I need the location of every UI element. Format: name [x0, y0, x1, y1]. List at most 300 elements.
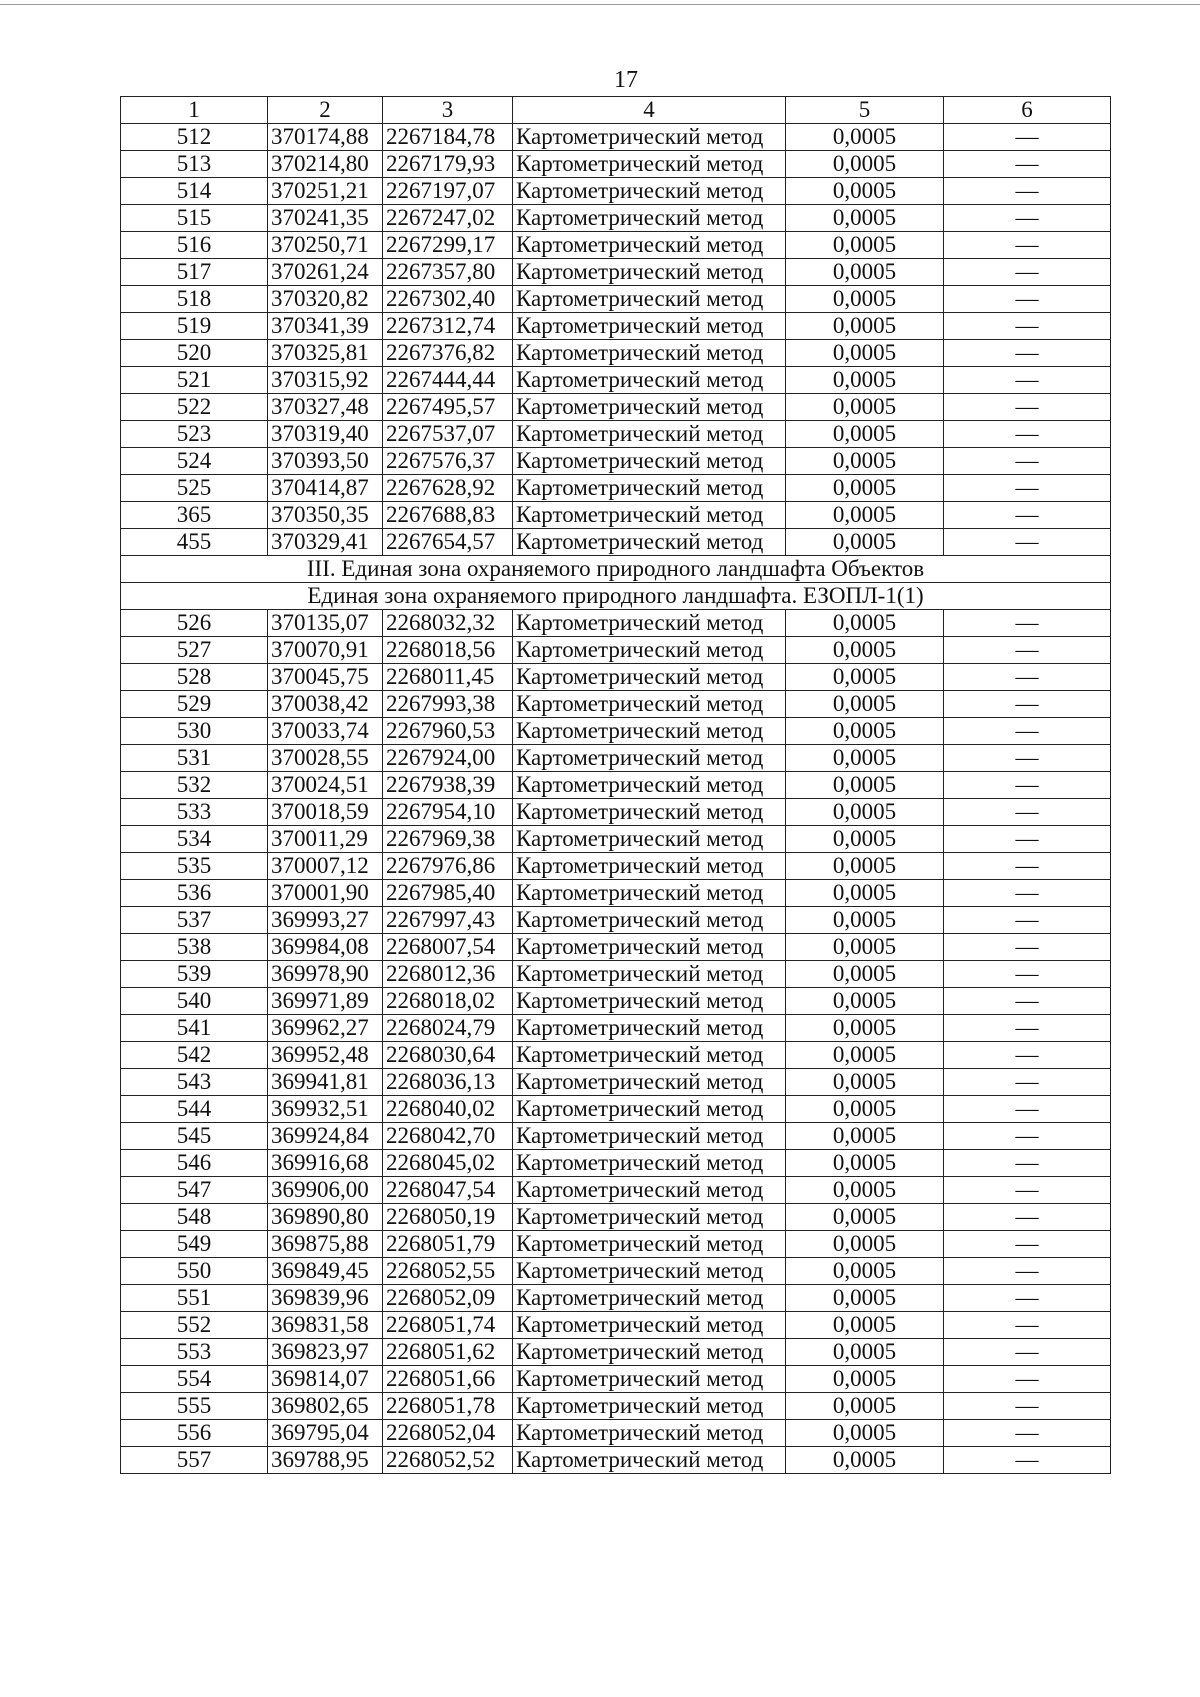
note-cell: —	[944, 1312, 1111, 1339]
precision-cell: 0,0005	[786, 961, 944, 988]
note-cell: —	[944, 1015, 1111, 1042]
point-number-cell: 365	[121, 502, 268, 529]
precision-cell: 0,0005	[786, 1123, 944, 1150]
method-cell: Картометрический метод	[513, 313, 786, 340]
point-number-cell: 518	[121, 286, 268, 313]
precision-cell: 0,0005	[786, 907, 944, 934]
y-coordinate-cell: 2268052,04	[383, 1420, 513, 1447]
section-title-row	[121, 556, 1111, 583]
table-row	[121, 718, 1111, 745]
note-cell: —	[944, 1150, 1111, 1177]
method-cell: Картометрический метод	[513, 367, 786, 394]
table-row	[121, 826, 1111, 853]
x-coordinate-cell: 370028,55	[268, 745, 383, 772]
point-number-cell: 523	[121, 421, 268, 448]
point-number-cell: 522	[121, 394, 268, 421]
point-number-cell: 524	[121, 448, 268, 475]
point-number-cell: 556	[121, 1420, 268, 1447]
y-coordinate-cell: 2267628,92	[383, 475, 513, 502]
x-coordinate-cell: 369875,88	[268, 1231, 383, 1258]
y-coordinate-cell: 2268018,02	[383, 988, 513, 1015]
point-number-cell: 553	[121, 1339, 268, 1366]
y-coordinate-cell: 2267376,82	[383, 340, 513, 367]
point-number-cell: 526	[121, 610, 268, 637]
table-row	[121, 1447, 1111, 1474]
y-coordinate-cell: 2268036,13	[383, 1069, 513, 1096]
y-coordinate-cell: 2267997,43	[383, 907, 513, 934]
method-cell: Картометрический метод	[513, 475, 786, 502]
precision-cell: 0,0005	[786, 934, 944, 961]
note-cell: —	[944, 367, 1111, 394]
note-cell: —	[944, 340, 1111, 367]
method-cell: Картометрический метод	[513, 1177, 786, 1204]
x-coordinate-cell: 369788,95	[268, 1447, 383, 1474]
y-coordinate-cell: 2268007,54	[383, 934, 513, 961]
note-cell: —	[944, 475, 1111, 502]
method-cell: Картометрический метод	[513, 529, 786, 556]
y-coordinate-cell: 2267938,39	[383, 772, 513, 799]
precision-cell: 0,0005	[786, 1042, 944, 1069]
note-cell: —	[944, 1231, 1111, 1258]
precision-cell: 0,0005	[786, 421, 944, 448]
method-cell: Картометрический метод	[513, 124, 786, 151]
table-row	[121, 124, 1111, 151]
x-coordinate-cell: 369839,96	[268, 1285, 383, 1312]
point-number-cell: 555	[121, 1393, 268, 1420]
x-coordinate-cell: 369978,90	[268, 961, 383, 988]
note-cell: —	[944, 124, 1111, 151]
note-cell: —	[944, 448, 1111, 475]
table-row	[121, 988, 1111, 1015]
note-cell: —	[944, 1123, 1111, 1150]
point-number-cell: 521	[121, 367, 268, 394]
x-coordinate-cell: 370024,51	[268, 772, 383, 799]
x-coordinate-cell: 370320,82	[268, 286, 383, 313]
method-cell: Картометрический метод	[513, 799, 786, 826]
table-row	[121, 1069, 1111, 1096]
point-number-cell: 528	[121, 664, 268, 691]
top-rule	[0, 4, 1200, 5]
note-cell: —	[944, 718, 1111, 745]
y-coordinate-cell: 2267976,86	[383, 853, 513, 880]
point-number-cell: 540	[121, 988, 268, 1015]
table-row	[121, 1042, 1111, 1069]
y-coordinate-cell: 2267299,17	[383, 232, 513, 259]
method-cell: Картометрический метод	[513, 1393, 786, 1420]
x-coordinate-cell: 370007,12	[268, 853, 383, 880]
precision-cell: 0,0005	[786, 259, 944, 286]
point-number-cell: 455	[121, 529, 268, 556]
x-coordinate-cell: 370319,40	[268, 421, 383, 448]
precision-cell: 0,0005	[786, 529, 944, 556]
x-coordinate-cell: 370018,59	[268, 799, 383, 826]
y-coordinate-cell: 2267179,93	[383, 151, 513, 178]
point-number-cell: 515	[121, 205, 268, 232]
y-coordinate-cell: 2267197,07	[383, 178, 513, 205]
x-coordinate-cell: 369971,89	[268, 988, 383, 1015]
note-cell: —	[944, 1069, 1111, 1096]
method-cell: Картометрический метод	[513, 961, 786, 988]
x-coordinate-cell: 370135,07	[268, 610, 383, 637]
y-coordinate-cell: 2268012,36	[383, 961, 513, 988]
subsection-title-row	[121, 583, 1111, 610]
precision-cell: 0,0005	[786, 475, 944, 502]
x-coordinate-cell: 370251,21	[268, 178, 383, 205]
method-cell: Картометрический метод	[513, 1042, 786, 1069]
precision-cell: 0,0005	[786, 718, 944, 745]
table-row	[121, 394, 1111, 421]
y-coordinate-cell: 2267688,83	[383, 502, 513, 529]
precision-cell: 0,0005	[786, 1150, 944, 1177]
y-coordinate-cell: 2268052,55	[383, 1258, 513, 1285]
point-number-cell: 554	[121, 1366, 268, 1393]
header-cell-5: 5	[786, 97, 944, 124]
note-cell: —	[944, 1285, 1111, 1312]
y-coordinate-cell: 2267495,57	[383, 394, 513, 421]
method-cell: Картометрический метод	[513, 259, 786, 286]
point-number-cell: 513	[121, 151, 268, 178]
method-cell: Картометрический метод	[513, 826, 786, 853]
table-row	[121, 475, 1111, 502]
table-row	[121, 1096, 1111, 1123]
table-row	[121, 691, 1111, 718]
note-cell: —	[944, 610, 1111, 637]
table-row	[121, 1312, 1111, 1339]
point-number-cell: 514	[121, 178, 268, 205]
precision-cell: 0,0005	[786, 988, 944, 1015]
table-row	[121, 907, 1111, 934]
method-cell: Картометрический метод	[513, 1312, 786, 1339]
x-coordinate-cell: 369814,07	[268, 1366, 383, 1393]
page-number: 17	[614, 67, 638, 93]
table-row	[121, 799, 1111, 826]
y-coordinate-cell: 2267954,10	[383, 799, 513, 826]
method-cell: Картометрический метод	[513, 1366, 786, 1393]
x-coordinate-cell: 370329,41	[268, 529, 383, 556]
x-coordinate-cell: 369795,04	[268, 1420, 383, 1447]
y-coordinate-cell: 2268052,09	[383, 1285, 513, 1312]
y-coordinate-cell: 2267247,02	[383, 205, 513, 232]
method-cell: Картометрический метод	[513, 340, 786, 367]
y-coordinate-cell: 2268011,45	[383, 664, 513, 691]
note-cell: —	[944, 1042, 1111, 1069]
point-number-cell: 535	[121, 853, 268, 880]
x-coordinate-cell: 370214,80	[268, 151, 383, 178]
table-row	[121, 1204, 1111, 1231]
x-coordinate-cell: 370350,35	[268, 502, 383, 529]
method-cell: Картометрический метод	[513, 772, 786, 799]
precision-cell: 0,0005	[786, 1447, 944, 1474]
y-coordinate-cell: 2268024,79	[383, 1015, 513, 1042]
table-row	[121, 745, 1111, 772]
y-coordinate-cell: 2268047,54	[383, 1177, 513, 1204]
y-coordinate-cell: 2268051,79	[383, 1231, 513, 1258]
point-number-cell: 531	[121, 745, 268, 772]
note-cell: —	[944, 1339, 1111, 1366]
method-cell: Картометрический метод	[513, 178, 786, 205]
table-row	[121, 367, 1111, 394]
precision-cell: 0,0005	[786, 826, 944, 853]
method-cell: Картометрический метод	[513, 637, 786, 664]
y-coordinate-cell: 2268040,02	[383, 1096, 513, 1123]
y-coordinate-cell: 2267312,74	[383, 313, 513, 340]
y-coordinate-cell: 2267654,57	[383, 529, 513, 556]
note-cell: —	[944, 205, 1111, 232]
header-cell-3: 3	[383, 97, 513, 124]
note-cell: —	[944, 1393, 1111, 1420]
note-cell: —	[944, 232, 1111, 259]
table-row	[121, 1177, 1111, 1204]
table-row	[121, 1123, 1111, 1150]
method-cell: Картометрический метод	[513, 394, 786, 421]
note-cell: —	[944, 1420, 1111, 1447]
point-number-cell: 541	[121, 1015, 268, 1042]
precision-cell: 0,0005	[786, 340, 944, 367]
precision-cell: 0,0005	[786, 1204, 944, 1231]
precision-cell: 0,0005	[786, 1285, 944, 1312]
subsection-title: Единая зона охраняемого природного ландшафта. ЕЗОПЛ-1(1)	[121, 583, 1111, 610]
note-cell: —	[944, 259, 1111, 286]
x-coordinate-cell: 370241,35	[268, 205, 383, 232]
method-cell: Картометрический метод	[513, 421, 786, 448]
y-coordinate-cell: 2268051,78	[383, 1393, 513, 1420]
precision-cell: 0,0005	[786, 1096, 944, 1123]
note-cell: —	[944, 637, 1111, 664]
method-cell: Картометрический метод	[513, 1447, 786, 1474]
y-coordinate-cell: 2267302,40	[383, 286, 513, 313]
point-number-cell: 550	[121, 1258, 268, 1285]
point-number-cell: 516	[121, 232, 268, 259]
x-coordinate-cell: 370033,74	[268, 718, 383, 745]
y-coordinate-cell: 2267924,00	[383, 745, 513, 772]
method-cell: Картометрический метод	[513, 448, 786, 475]
y-coordinate-cell: 2267969,38	[383, 826, 513, 853]
y-coordinate-cell: 2268045,02	[383, 1150, 513, 1177]
table-row	[121, 1285, 1111, 1312]
x-coordinate-cell: 369823,97	[268, 1339, 383, 1366]
y-coordinate-cell: 2268052,52	[383, 1447, 513, 1474]
table-row	[121, 772, 1111, 799]
table-row	[121, 502, 1111, 529]
method-cell: Картометрический метод	[513, 205, 786, 232]
note-cell: —	[944, 745, 1111, 772]
point-number-cell: 533	[121, 799, 268, 826]
table-row	[121, 610, 1111, 637]
precision-cell: 0,0005	[786, 1015, 944, 1042]
table-row	[121, 637, 1111, 664]
table-row	[121, 313, 1111, 340]
point-number-cell: 549	[121, 1231, 268, 1258]
precision-cell: 0,0005	[786, 745, 944, 772]
precision-cell: 0,0005	[786, 313, 944, 340]
x-coordinate-cell: 370261,24	[268, 259, 383, 286]
point-number-cell: 542	[121, 1042, 268, 1069]
method-cell: Картометрический метод	[513, 1123, 786, 1150]
table-row	[121, 1258, 1111, 1285]
table-row	[121, 1393, 1111, 1420]
x-coordinate-cell: 370174,88	[268, 124, 383, 151]
method-cell: Картометрический метод	[513, 151, 786, 178]
x-coordinate-cell: 370327,48	[268, 394, 383, 421]
method-cell: Картометрический метод	[513, 1015, 786, 1042]
method-cell: Картометрический метод	[513, 691, 786, 718]
x-coordinate-cell: 369952,48	[268, 1042, 383, 1069]
y-coordinate-cell: 2268051,62	[383, 1339, 513, 1366]
y-coordinate-cell: 2268051,74	[383, 1312, 513, 1339]
x-coordinate-cell: 369924,84	[268, 1123, 383, 1150]
table-row	[121, 421, 1111, 448]
y-coordinate-cell: 2268032,32	[383, 610, 513, 637]
x-coordinate-cell: 369890,80	[268, 1204, 383, 1231]
table-row	[121, 1015, 1111, 1042]
precision-cell: 0,0005	[786, 151, 944, 178]
table-row	[121, 1231, 1111, 1258]
table-row	[121, 178, 1111, 205]
section-title: III. Единая зона охраняемого природного ландшафта Объектов	[121, 556, 1111, 583]
point-number-cell: 519	[121, 313, 268, 340]
x-coordinate-cell: 369831,58	[268, 1312, 383, 1339]
method-cell: Картометрический метод	[513, 718, 786, 745]
point-number-cell: 534	[121, 826, 268, 853]
note-cell: —	[944, 313, 1111, 340]
table-row	[121, 853, 1111, 880]
x-coordinate-cell: 370045,75	[268, 664, 383, 691]
coordinates-table-body	[121, 97, 1111, 1474]
precision-cell: 0,0005	[786, 205, 944, 232]
x-coordinate-cell: 369932,51	[268, 1096, 383, 1123]
y-coordinate-cell: 2267357,80	[383, 259, 513, 286]
table-row	[121, 205, 1111, 232]
header-cell-4: 4	[513, 97, 786, 124]
x-coordinate-cell: 370250,71	[268, 232, 383, 259]
method-cell: Картометрический метод	[513, 1339, 786, 1366]
y-coordinate-cell: 2267576,37	[383, 448, 513, 475]
header-cell-2: 2	[268, 97, 383, 124]
precision-cell: 0,0005	[786, 1069, 944, 1096]
precision-cell: 0,0005	[786, 1393, 944, 1420]
note-cell: —	[944, 664, 1111, 691]
point-number-cell: 551	[121, 1285, 268, 1312]
precision-cell: 0,0005	[786, 853, 944, 880]
table-row	[121, 232, 1111, 259]
x-coordinate-cell: 369984,08	[268, 934, 383, 961]
note-cell: —	[944, 907, 1111, 934]
x-coordinate-cell: 370038,42	[268, 691, 383, 718]
x-coordinate-cell: 369849,45	[268, 1258, 383, 1285]
method-cell: Картометрический метод	[513, 988, 786, 1015]
x-coordinate-cell: 370393,50	[268, 448, 383, 475]
table-row	[121, 259, 1111, 286]
note-cell: —	[944, 1447, 1111, 1474]
header-row	[121, 97, 1111, 124]
table-row	[121, 340, 1111, 367]
point-number-cell: 538	[121, 934, 268, 961]
note-cell: —	[944, 286, 1111, 313]
note-cell: —	[944, 502, 1111, 529]
x-coordinate-cell: 370414,87	[268, 475, 383, 502]
precision-cell: 0,0005	[786, 691, 944, 718]
method-cell: Картометрический метод	[513, 1150, 786, 1177]
table-row	[121, 286, 1111, 313]
x-coordinate-cell: 369906,00	[268, 1177, 383, 1204]
note-cell: —	[944, 799, 1111, 826]
coordinates-table	[120, 96, 1111, 1474]
note-cell: —	[944, 826, 1111, 853]
y-coordinate-cell: 2268030,64	[383, 1042, 513, 1069]
x-coordinate-cell: 370325,81	[268, 340, 383, 367]
x-coordinate-cell: 370001,90	[268, 880, 383, 907]
table-row	[121, 529, 1111, 556]
point-number-cell: 527	[121, 637, 268, 664]
method-cell: Картометрический метод	[513, 502, 786, 529]
method-cell: Картометрический метод	[513, 1258, 786, 1285]
note-cell: —	[944, 529, 1111, 556]
precision-cell: 0,0005	[786, 394, 944, 421]
method-cell: Картометрический метод	[513, 610, 786, 637]
point-number-cell: 537	[121, 907, 268, 934]
note-cell: —	[944, 394, 1111, 421]
precision-cell: 0,0005	[786, 448, 944, 475]
table-row	[121, 961, 1111, 988]
method-cell: Картометрический метод	[513, 286, 786, 313]
method-cell: Картометрический метод	[513, 880, 786, 907]
point-number-cell: 517	[121, 259, 268, 286]
precision-cell: 0,0005	[786, 664, 944, 691]
point-number-cell: 539	[121, 961, 268, 988]
method-cell: Картометрический метод	[513, 1420, 786, 1447]
y-coordinate-cell: 2268018,56	[383, 637, 513, 664]
method-cell: Картометрический метод	[513, 907, 786, 934]
x-coordinate-cell: 370315,92	[268, 367, 383, 394]
method-cell: Картометрический метод	[513, 1231, 786, 1258]
x-coordinate-cell: 369916,68	[268, 1150, 383, 1177]
method-cell: Картометрический метод	[513, 232, 786, 259]
method-cell: Картометрический метод	[513, 1069, 786, 1096]
y-coordinate-cell: 2268050,19	[383, 1204, 513, 1231]
point-number-cell: 532	[121, 772, 268, 799]
method-cell: Картометрический метод	[513, 745, 786, 772]
note-cell: —	[944, 1258, 1111, 1285]
method-cell: Картометрический метод	[513, 1285, 786, 1312]
method-cell: Картометрический метод	[513, 1204, 786, 1231]
point-number-cell: 530	[121, 718, 268, 745]
note-cell: —	[944, 1366, 1111, 1393]
point-number-cell: 520	[121, 340, 268, 367]
y-coordinate-cell: 2267537,07	[383, 421, 513, 448]
x-coordinate-cell: 370070,91	[268, 637, 383, 664]
x-coordinate-cell: 369993,27	[268, 907, 383, 934]
note-cell: —	[944, 151, 1111, 178]
table-row	[121, 1150, 1111, 1177]
x-coordinate-cell: 369941,81	[268, 1069, 383, 1096]
x-coordinate-cell: 370341,39	[268, 313, 383, 340]
precision-cell: 0,0005	[786, 502, 944, 529]
note-cell: —	[944, 1204, 1111, 1231]
x-coordinate-cell: 369802,65	[268, 1393, 383, 1420]
y-coordinate-cell: 2268051,66	[383, 1366, 513, 1393]
y-coordinate-cell: 2267960,53	[383, 718, 513, 745]
table-row	[121, 1366, 1111, 1393]
note-cell: —	[944, 178, 1111, 205]
note-cell: —	[944, 988, 1111, 1015]
table-row	[121, 1339, 1111, 1366]
precision-cell: 0,0005	[786, 178, 944, 205]
table-row	[121, 151, 1111, 178]
y-coordinate-cell: 2268042,70	[383, 1123, 513, 1150]
point-number-cell: 544	[121, 1096, 268, 1123]
note-cell: —	[944, 1096, 1111, 1123]
precision-cell: 0,0005	[786, 1339, 944, 1366]
